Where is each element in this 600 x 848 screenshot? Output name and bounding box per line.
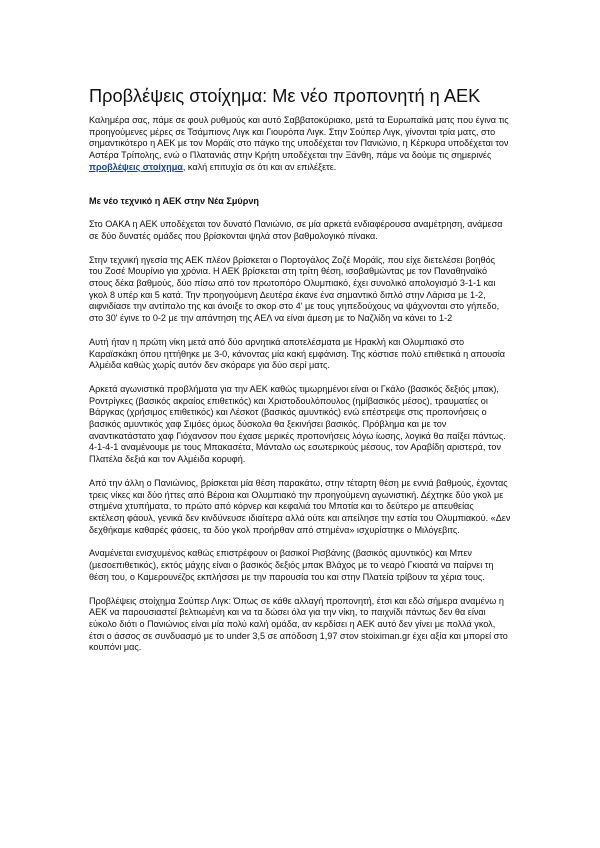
paragraph-2: Στην τεχνική ηγεσία της ΑΕΚ πλέον βρίσκεται ο Πορτογάλος Ζοζέ Μοράϊς, που είχε διετελέσει βοηθός του Ζοσέ Μουρίνιο για χρόνια. Η ΑΕΚ βρίσκεται στη τρίτη θέση, ισοβαθμώντας με τον Παναθηναϊκό στους δέκα βαθμούς, δύο πίσω από τον πρωτοπόρο Ολυμπιακό, έχει συνολικό απολογισμό 3-1-1 και γκολ 8 υπέρ και 5 κατά. Την προηγούμενη Δευτέρα έκανε ένα σημαντικό διπλό στην Λάρισα με 1-2, αιφνιδίασε την αντίπαλο της και άνοιξε το σκορ στο 4' με τους γηπεδούχους να ψάχνονται στο γήπεδο, στο 30' έγινε το 0-2 με την απάντηση της ΑΕΛ να είναι άμεση με το Ναζλίδη να κάνει το 1-2 [89,254,500,324]
intro-text-after-link: , καλή επιτυχία σε ότι και αν επιλέξετε. [182,161,337,172]
article-body [89,86,511,666]
paragraph-6: Αναμένεται ενισχυμένος καθώς επιστρέφουν οι βασικοί Ρισβάνης (βασικός αμυντικός) και Μπεν (μεσοεπιθετικός), εκτός μάχης είναι ο βασικός δεξιός μπακ Βλάχος με το νεαρό Γκιοατά να παίρνει τη θέση του, ο Καμερουνέζος εκπλήσσει με την παρουσία του και στην Πλατεία τρίβουν τα χέρια τους. [89,548,494,582]
paragraph-1: Στο ΟΑΚΑ η ΑΕΚ υποδέχεται τον δυνατό Πανιώνιο, σε μία αρκετά ενδιαφέρουσα αναμέτρηση, ανάμεσα σε δύο δυνατές ομάδες που βρίσκονται ψηλά στον βαθμολογικό πίνακα. [89,219,503,241]
article-subheading: Με νέο τεχνικό η ΑΕΚ στην Νέα Σμύρνη [89,195,259,206]
paragraph-3: Αυτή ήταν η πρώτη νίκη μετά από δύο αρνητικά αποτελέσματα με Ηρακλή και Ολυμπιακό στο Καραϊσκάκη όπου ηττήθηκε με 3-0, κάνοντας μία κακή εμφάνιση. Της κόστισε πολύ επιθετικά η απουσία Αλμέιδα καθώς χωρίς αυτόν δεν σκόραρε για δύο σερί ματς. [89,336,506,371]
paragraph-7: Προβλέψεις στοίχημα Σούπερ Λιγκ: Όπως σε κάθε αλλαγή προπονητή, έτσι και εδώ σήμερα αναμένω η ΑΕΚ να παρουσιαστεί βελτιωμένη και να τα δώσει όλα για την νίκη, το παιχνίδι πάντως δεν θα είναι εύκολο διότι ο Πανιώνιος είναι μία πολύ καλή ομάδα, αν κερδίσει η ΑΕΚ αυτό δεν γίνει με πολλά γκολ, έτσι ο άσσος σε συνδυασμό με το under 3,5 σε απόδοση 1,97 στον stoiximan.gr έχει αξία και μπορεί στο κουπόνι μας. [89,595,508,653]
intro-text-before-link: Καλημέρα σας, πάμε σε φουλ ρυθμούς και αυτό Σαββατοκύριακο, μετά τα Ευρωπαϊκά ματς που έγινα τις προηγούμενες μέρες σε Τσάμπιονς Λιγκ και Γιουρόπα Λιγκ. Στην Σούπερ Λιγκ, γίνονται τρία ματς, στο σημαντικότερο η ΑΕΚ με τον Μοράϊς στο πάγκο της υποδέχεται τον Πανιώνιο, η Κέρκυρα υποδέχεται τον Αστέρα Τρίπολης, ενώ ο Πλατανιάς στην Κρήτη υποδέχεται την Ξάνθη, πάμε να δούμε τις σημερινές [89,115,509,161]
article-title: Προβλέψεις στοίχημα: Με νέο προπονητή η ΑΕΚ [89,86,481,106]
intro-paragraph [89,115,511,174]
predictions-link[interactable]: προβλέψεις στοίχημα [89,161,183,172]
paragraph-5: Από την άλλη ο Πανιώνιος, βρίσκεται μία θέση παρακάτω, στην τέταρτη θέση με εννιά βαθμούς, έχοντας τρεις νίκες και δύο ήττες από Βέροια και Ολυμπιακό την προηγούμενη αγωνιστική. Δέχτηκε δύο γκολ με στημένα χτυπήματα, το πρώτο από κόρνερ και κεφαλιά του Μποτία και το δεύτερο με απευθείας εκτέλεση φάουλ, γενικά δεν κινδύνευσε ιδιαίτερα αλλά ούτε και απείλησε την εστία του Ολυμπιακού. «Δεν δεχθήκαμε καθαρές φάσεις, τα δύο γκολ προήρθαν από στημένα» ισχυρίστηκε ο Μιλόγεβιτς. [89,477,511,535]
paragraph-4: Αρκετά αγωνιστικά προβλήματα για την ΑΕΚ καθώς τιμωρημένοι είναι οι Γκάλο (βασικός δεξιός μπακ), Ροντρίγκες (βασικός ακραίος επιθετικός) και Χριστοδουλόπουλος (ημίβασικός μέσος), τραυματίες οι Βάργκας (χρήσιμος επιθετικός) και Λέσκοτ (βασικός αμυντικός) ενώ επέστρεψε στις προπονήσεις ο βασικός αμυντικός χαφ Σιμόες όμως δύσκολα θα ξεκινήσει βασικός. Πρόβλημα και με τον αναντικατάστατο χαφ Γιόχανσον που έχασε μερικές προπονήσεις λόγω ίωσης, λογικά θα παίξει πάντως. 4-1-4-1 αναμένουμε με τους Μπακασέτα, Μάνταλο ως εσωτερικούς μέσους, τον Αραβίδη αριστερά, τον Πλατέλα δεξιά και τον Αλμέιδα κορυφή. [89,383,506,465]
